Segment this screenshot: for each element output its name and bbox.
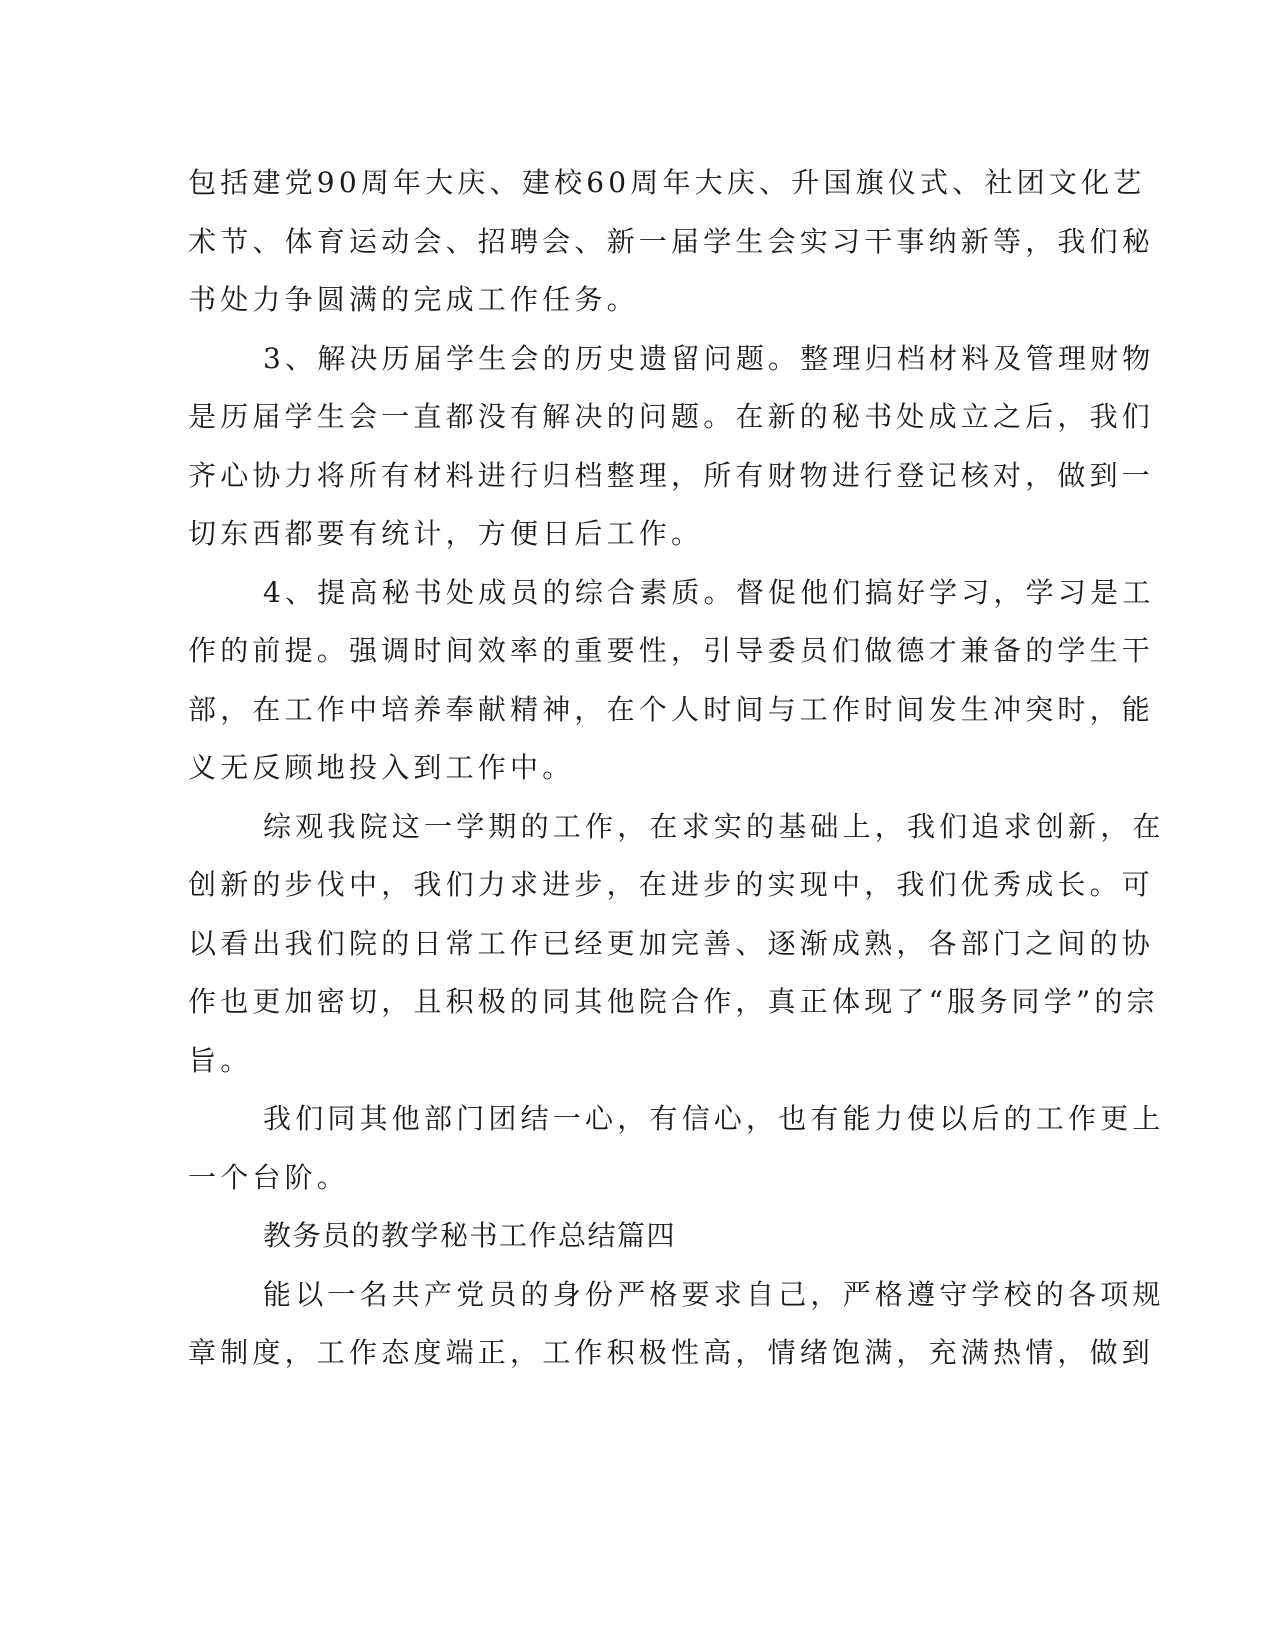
text-line: 3、解决历届学生会的历史遗留问题。整理归档材料及管理财物	[263, 342, 1155, 375]
text-line: 包括建党90周年大庆、建校60周年大庆、升国旗仪式、社团文化艺	[188, 166, 1146, 199]
text-line: 能以一名共产党员的身份严格要求自己，严格遵守学校的各项规	[263, 1278, 1165, 1311]
text-line: 以看出我们院的日常工作已经更加完善、逐渐成熟，各部门之间的协	[188, 927, 1155, 960]
text-line: 部，在工作中培养奉献精神，在个人时间与工作时间发生冲突时，能	[188, 693, 1155, 726]
text-line: 创新的步伐中，我们力求进步，在进步的实现中，我们优秀成长。可	[188, 868, 1155, 901]
text-line: 我们同其他部门团结一心，有信心，也有能力使以后的工作更上	[263, 1102, 1165, 1135]
text-line: 章制度，工作态度端正，工作积极性高，情绪饱满，充满热情，做到	[188, 1336, 1155, 1369]
text-line: 作的前提。强调时间效率的重要性，引导委员们做德才兼备的学生干	[188, 634, 1155, 667]
text-line: 术节、体育运动会、招聘会、新一届学生会实习干事纳新等，我们秘	[188, 225, 1155, 258]
text-line: 切东西都要有统计，方便日后工作。	[188, 517, 704, 550]
text-line: 旨。	[188, 1044, 253, 1077]
text-line: 是历届学生会一直都没有解决的问题。在新的秘书处成立之后，我们	[188, 400, 1155, 433]
text-line: 综观我院这一学期的工作，在求实的基础上，我们追求创新，在	[263, 810, 1165, 843]
text-line: 义无反顾地投入到工作中。	[188, 751, 575, 784]
text-line: 齐心协力将所有材料进行归档整理，所有财物进行登记核对，做到一	[188, 459, 1155, 492]
section-heading: 教务员的教学秘书工作总结篇四	[263, 1219, 677, 1252]
text-line: 一个台阶。	[188, 1161, 350, 1194]
text-line: 书处力争圆满的完成工作任务。	[188, 283, 639, 316]
text-line: 作也更加密切，且积极的同其他院合作，真正体现了“服务同学”的宗	[188, 985, 1159, 1018]
text-line: 4、提高秘书处成员的综合素质。督促他们搞好学习，学习是工	[263, 576, 1155, 609]
